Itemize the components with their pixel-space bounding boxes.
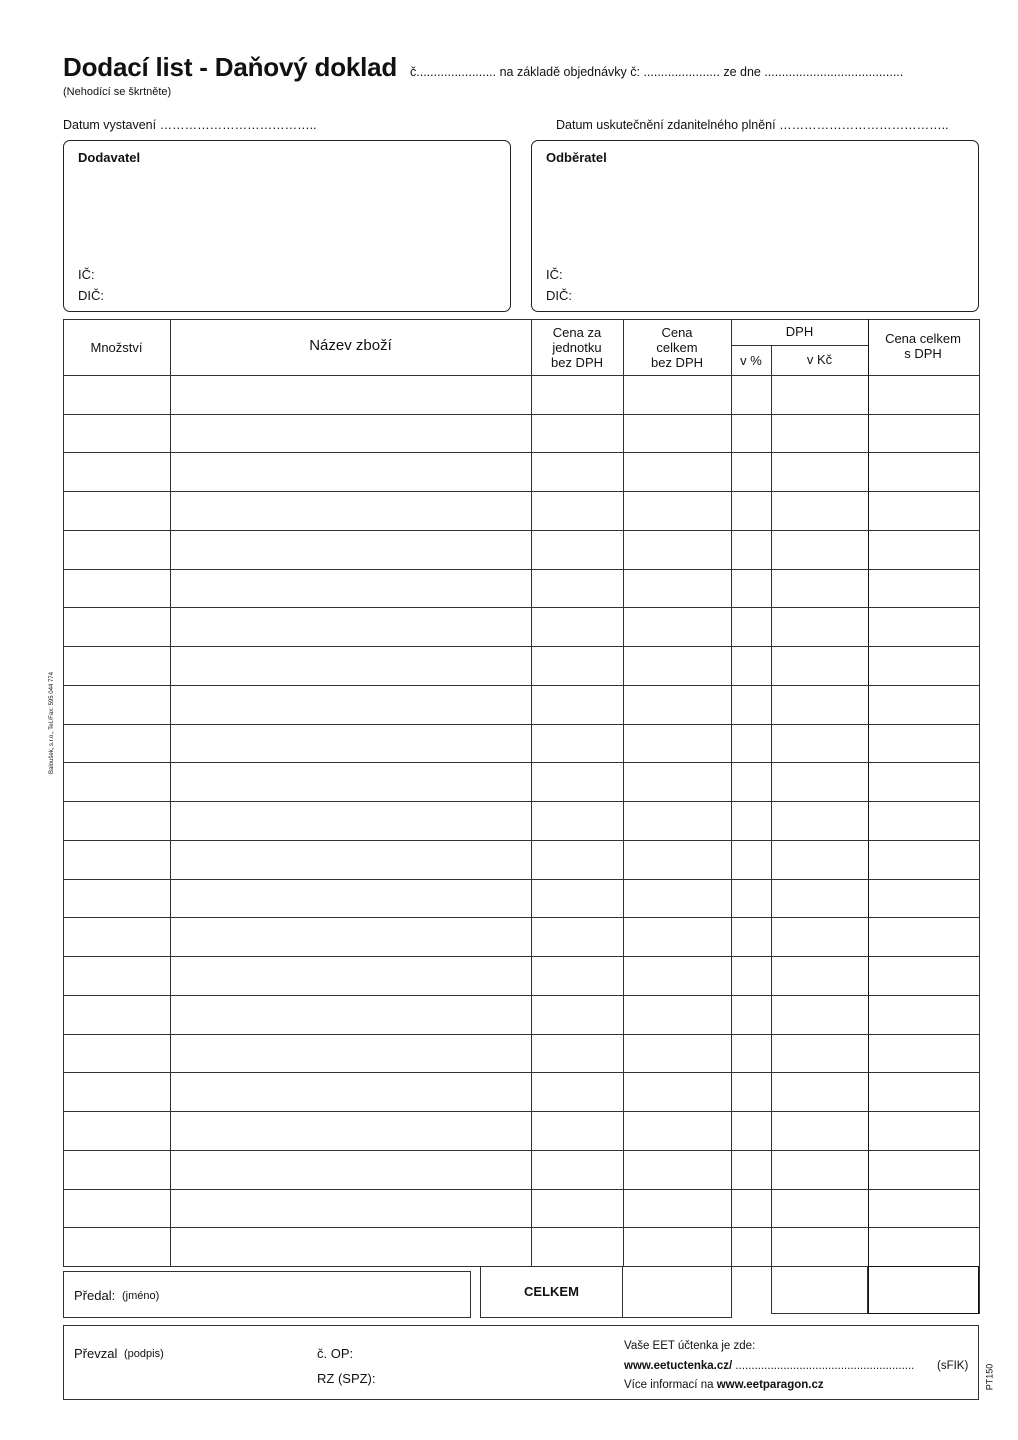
col-unit-price-header-line: jednotku [552, 340, 602, 355]
total-without-vat-field[interactable] [622, 1266, 732, 1318]
vat-subheader-line [731, 345, 868, 346]
table-row-line [63, 1227, 979, 1228]
eet-more-line [624, 1379, 824, 1391]
table-header-bottom [63, 375, 979, 376]
table-row-line [63, 1189, 979, 1190]
eet-more-url[interactable]: www.eetparagon.cz [716, 1379, 824, 1391]
table-row-line [63, 995, 979, 996]
column-divider-thick [868, 319, 869, 1314]
customer-ic-label: IČ: [546, 267, 563, 282]
table-left-border [63, 319, 64, 1266]
strike-note: (Nehodící se škrtněte) [63, 86, 172, 98]
table-row-line [63, 724, 979, 725]
table-row-line [63, 1072, 979, 1073]
table-row-line [63, 530, 979, 531]
col-name-header: Název zboží [309, 337, 392, 354]
table-row-line [63, 917, 979, 918]
customer-title: Odběratel [546, 150, 607, 165]
col-vat-header: DPH [785, 324, 814, 339]
eet-url[interactable]: www.eetuctenka.cz/ [624, 1360, 733, 1372]
table-row-line [63, 685, 979, 686]
table-row-line [63, 646, 979, 647]
handed-over-label: Předal: [74, 1288, 116, 1303]
table-row-line [63, 1111, 979, 1112]
col-unit-price-header-line: Cena za [552, 325, 602, 340]
table-row-line [63, 956, 979, 957]
table-row-line [63, 1150, 979, 1151]
table-row-line [63, 762, 979, 763]
table-row-line [63, 414, 979, 415]
id-card-label[interactable]: č. OP: [317, 1346, 354, 1361]
col-total-price-header [640, 325, 714, 370]
col-total-price-header-line: Cena [661, 325, 693, 340]
table-top-border [63, 319, 979, 320]
eet-receipt-line[interactable] [624, 1360, 914, 1372]
supplier-title: Dodavatel [78, 150, 141, 165]
col-total-vat-header-line: Cena celkem [885, 331, 961, 346]
plate-label[interactable]: RZ (SPZ): [317, 1371, 376, 1386]
table-right-border [979, 319, 980, 1314]
order-number-line: č....................... na základě objednávky č: ...................... ze dne ........................................ [410, 65, 904, 79]
customer-dic-label: DIČ: [546, 288, 572, 303]
column-divider [531, 319, 532, 1266]
document-title: Dodací list - Daňový doklad [63, 52, 398, 82]
col-unit-price-header-line: bez DPH [550, 355, 604, 370]
supplier-ic-label: IČ: [78, 267, 95, 282]
table-row-line [63, 607, 979, 608]
total-label: CELKEM [524, 1284, 579, 1299]
col-total-price-header-line: celkem [656, 340, 698, 355]
eet-sfik-label: (sFIK) [937, 1360, 969, 1372]
total-vat-czk-field[interactable] [771, 1266, 868, 1314]
column-divider [170, 319, 171, 1266]
issue-date-field[interactable]: Datum vystavení ……………………………….. [63, 118, 317, 132]
col-total-price-header-line: bez DPH [650, 355, 704, 370]
column-divider [623, 319, 624, 1266]
table-row-line [63, 840, 979, 841]
received-hint: (podpis) [124, 1348, 164, 1360]
received-label: Převzal [74, 1346, 118, 1361]
table-row-line [63, 452, 979, 453]
col-vat-pct-header: v % [740, 353, 762, 368]
col-vat-czk-header: v Kč [806, 352, 833, 367]
receipt-section [63, 1325, 979, 1400]
handed-over-field[interactable] [63, 1271, 471, 1318]
col-unit-price-header [546, 325, 608, 370]
handed-over-hint: (jméno) [122, 1290, 160, 1302]
column-divider [731, 319, 732, 1266]
eet-fill-dots: ........................................................ [732, 1360, 915, 1372]
table-row-line [63, 879, 979, 880]
total-with-vat-field[interactable] [868, 1266, 979, 1314]
table-row-line [63, 491, 979, 492]
form-code: PT150 [984, 1363, 995, 1391]
table-row-line [63, 569, 979, 570]
table-row-line [63, 1034, 979, 1035]
table-row-line [63, 801, 979, 802]
col-total-vat-header [878, 331, 968, 361]
supplier-dic-label: DIČ: [78, 288, 104, 303]
taxable-date-field[interactable]: Datum uskutečnění zdanitelného plnění ………………………………….. [556, 118, 949, 132]
printer-imprint: Baloušek, s.r.o., Tel./Fax: 595 044 774 [49, 672, 55, 774]
col-quantity-header: Množství [90, 340, 143, 355]
eet-more-text: Více informací na [624, 1379, 717, 1391]
col-total-vat-header-line: s DPH [904, 346, 942, 361]
total-label-cell [480, 1266, 623, 1318]
eet-intro: Vaše EET účtenka je zde: [624, 1340, 756, 1352]
